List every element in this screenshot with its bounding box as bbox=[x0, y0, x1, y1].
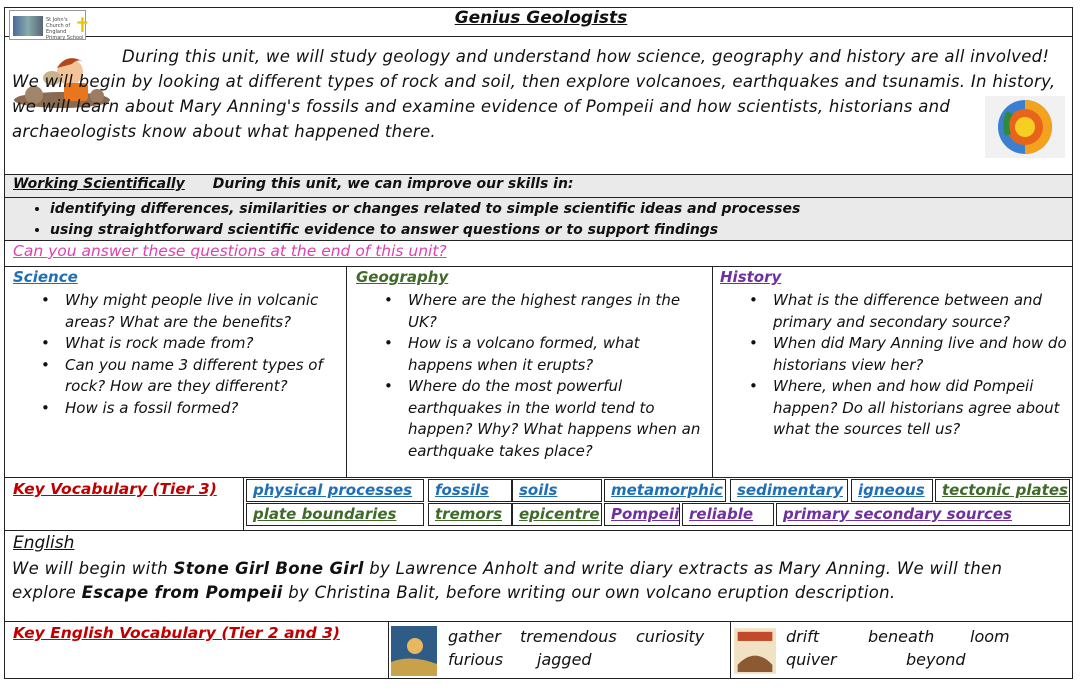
list-item: • Where do the most powerful earthquakes in the world tend to happen? Why? What happens when an earthquake takes place? bbox=[408, 376, 708, 462]
english-vocab-word: tremendous bbox=[520, 627, 617, 646]
book-title: Stone Girl Bone Girl bbox=[173, 559, 364, 578]
vocab-word: physical processes bbox=[246, 479, 424, 502]
vocab-word: primary secondary sources bbox=[776, 503, 1070, 526]
escape-from-pompeii-book-cover bbox=[734, 626, 776, 676]
list-item: • How is a fossil formed? bbox=[65, 398, 340, 420]
list-item: • identifying differences, similarities or changes related to simple scientific ideas and processes bbox=[50, 199, 800, 220]
vocab-word: metamorphic bbox=[604, 479, 726, 502]
vocab-word: reliable bbox=[682, 503, 774, 526]
geography-heading: Geography bbox=[356, 268, 449, 286]
history-heading: History bbox=[720, 268, 782, 286]
english-vocab-word: drift bbox=[786, 627, 820, 646]
english-vocab-word: curiosity bbox=[636, 627, 705, 646]
english-vocab-word: gather bbox=[448, 627, 501, 646]
list-item: • Can you name 3 different types of rock? How are they different? bbox=[65, 355, 340, 398]
list-item: • When did Mary Anning live and how do historians view her? bbox=[773, 333, 1068, 376]
list-item: • How is a volcano formed, what happens when it erupts? bbox=[408, 333, 708, 376]
history-questions bbox=[773, 290, 1068, 441]
english-heading: English bbox=[13, 533, 75, 553]
english-vocab-word: quiver bbox=[786, 650, 837, 669]
earth-layers-illustration bbox=[985, 96, 1065, 158]
english-vocab-word: loom bbox=[970, 627, 1010, 646]
key-vocabulary-label: Key Vocabulary (Tier 3) bbox=[13, 480, 217, 498]
vocab-word: soils bbox=[512, 479, 602, 502]
intro-text: During this unit, we will study geology and understand how science, geography and history are all involved! We will begin by looking at different types of rock and soil, then explore volcanoes, earthquakes and tsunamis. In history, we will learn about Mary Anning's fossils and examine evidence of Pompeii and how scientists, historians and archaeologists know about what happened there. bbox=[12, 47, 1056, 141]
vocab-word: epicentre bbox=[512, 503, 602, 526]
list-item: • using straightforward scientific evidence to answer questions or to support findings bbox=[50, 220, 800, 241]
list-item: • Where are the highest ranges in the UK? bbox=[408, 290, 708, 333]
working-scientifically-heading: Working Scientifically During this unit, we can improve our skills in: bbox=[13, 176, 574, 192]
vocab-word: fossils bbox=[428, 479, 512, 502]
vocab-word: sedimentary bbox=[730, 479, 848, 502]
list-item: • Why might people live in volcanic areas? What are the benefits? bbox=[65, 290, 340, 333]
list-item: • Where, when and how did Pompeii happen? Do all historians agree about what the sources tell us? bbox=[773, 376, 1068, 441]
science-questions bbox=[65, 290, 340, 419]
vocab-word: tremors bbox=[428, 503, 512, 526]
vocab-word: Pompeii bbox=[604, 503, 680, 526]
english-vocab-word: beyond bbox=[906, 650, 966, 669]
vocab-word: tectonic plates bbox=[935, 479, 1070, 502]
book-title: Escape from Pompeii bbox=[81, 583, 283, 602]
english-text: We will begin with Stone Girl Bone Girl by Lawrence Anholt and write diary extracts as Mary Anning. We will then explore Escape from Pompeii by Christina Balit, before writing our own volcano eruption description. bbox=[12, 559, 1003, 602]
stone-girl-book-cover bbox=[391, 626, 437, 676]
english-vocab-word: furious bbox=[448, 650, 504, 669]
science-heading: Science bbox=[13, 268, 78, 286]
list-item: • What is rock made from? bbox=[65, 333, 340, 355]
key-english-vocabulary-label: Key English Vocabulary (Tier 2 and 3) bbox=[13, 624, 340, 642]
english-vocab-word: beneath bbox=[868, 627, 935, 646]
end-of-unit-question: Can you answer these questions at the end of this unit? bbox=[13, 242, 447, 260]
page-title: Genius Geologists bbox=[454, 8, 628, 28]
school-logo: St John's Church of England Primary School ✝ bbox=[9, 10, 86, 40]
vocab-word: igneous bbox=[851, 479, 933, 502]
list-item: • What is the difference between and primary and secondary source? bbox=[773, 290, 1068, 333]
geography-questions bbox=[408, 290, 708, 462]
english-vocab-word: jagged bbox=[537, 650, 592, 669]
vocab-word: plate boundaries bbox=[246, 503, 424, 526]
working-scientifically-list bbox=[30, 199, 800, 241]
